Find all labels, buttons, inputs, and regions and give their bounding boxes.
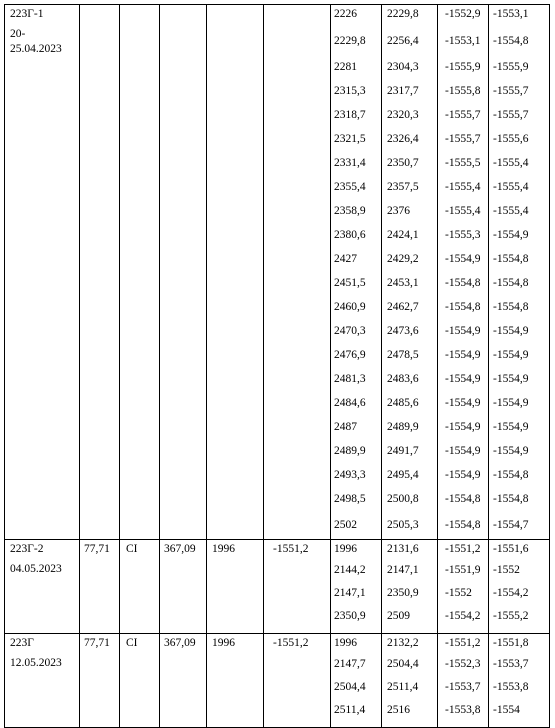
measure-value: 2429,2 (387, 252, 419, 265)
measure-value: -1555,5 (445, 156, 481, 169)
measure-value: 2484,6 (334, 396, 366, 409)
measure-value: -1551,8 (493, 636, 529, 649)
measure-value: -1554,9 (493, 348, 529, 361)
measure-value: -1555,7 (493, 84, 529, 97)
measure-column (331, 633, 382, 727)
measure-value: 2226 (334, 8, 357, 20)
param-cell (264, 5, 331, 540)
param-value: 77,71 (84, 542, 110, 555)
measure-value: -1555,9 (445, 60, 481, 73)
measure-value: -1552,9 (445, 8, 481, 20)
measure-value: 2281 (334, 60, 357, 73)
measure-value: -1554,9 (445, 396, 481, 409)
measure-column (438, 5, 489, 540)
measure-value: -1554,9 (445, 324, 481, 337)
measure-value: 2147,1 (387, 563, 419, 576)
measure-value: 2315,3 (334, 84, 366, 97)
measure-value: -1554,7 (493, 518, 529, 531)
measure-value: -1554,2 (445, 609, 481, 622)
param-cell (120, 633, 160, 727)
measure-value: 2321,5 (334, 132, 366, 145)
measure-value: -1551,2 (445, 636, 481, 649)
measure-value: 2256,4 (387, 35, 419, 47)
param-value: CI (126, 542, 138, 555)
measure-column (331, 5, 382, 540)
measure-value: -1554,2 (493, 586, 529, 599)
param-value: -1551,2 (273, 636, 309, 649)
param-value: -1551,2 (273, 542, 309, 555)
param-value: 1996 (212, 542, 235, 555)
measure-value: -1552 (493, 563, 520, 576)
measure-value: 2131,6 (387, 542, 419, 555)
measure-value: -1554,9 (445, 348, 481, 361)
measure-value: 2509 (387, 609, 410, 622)
measure-value: -1554,9 (445, 444, 481, 457)
measure-column (438, 539, 489, 633)
measure-value: 2358,9 (334, 204, 366, 217)
measure-value: 2504,4 (387, 657, 419, 670)
measure-value: -1551,9 (445, 563, 481, 576)
measure-value: -1555,7 (445, 132, 481, 145)
measure-value: -1554,8 (445, 276, 481, 289)
measure-value: 2491,7 (387, 444, 419, 457)
measure-value: -1554,8 (493, 252, 529, 265)
measure-value: 2487 (334, 420, 357, 433)
measure-value: -1554 (493, 703, 520, 716)
measure-value: -1554,8 (493, 276, 529, 289)
measure-value: 2493,3 (334, 468, 366, 481)
measure-value: 2424,1 (387, 228, 419, 241)
measure-value: 2489,9 (387, 420, 419, 433)
measure-column (438, 633, 489, 727)
well-name: 223Г (10, 636, 34, 649)
measure-value: -1554,8 (493, 300, 529, 313)
param-cell (80, 5, 120, 540)
param-value (80, 5, 119, 7)
measure-value: 2476,9 (334, 348, 366, 361)
measure-value: 2481,3 (334, 372, 366, 385)
param-value (160, 5, 206, 7)
measure-value: -1554,8 (445, 492, 481, 505)
measure-value: 2355,4 (334, 180, 366, 193)
measure-value: 2229,8 (387, 8, 419, 20)
measure-value: -1553,8 (445, 703, 481, 716)
measure-value: 2500,8 (387, 492, 419, 505)
measure-column (382, 633, 438, 727)
measure-value: 2462,7 (387, 300, 419, 313)
measure-value: 2380,6 (334, 228, 366, 241)
measure-value: -1551,2 (445, 542, 481, 555)
well-cell (5, 539, 80, 633)
measure-value: -1553,1 (445, 35, 481, 47)
measure-value: 2489,9 (334, 444, 366, 457)
measure-value: -1554,9 (493, 324, 529, 337)
measure-value: 1996 (334, 542, 357, 555)
measure-value: -1555,9 (493, 60, 529, 73)
measure-column (331, 539, 382, 633)
param-cell (207, 539, 264, 633)
measure-value: 2320,3 (387, 108, 419, 121)
measure-value: 2427 (334, 252, 357, 265)
measure-value: 2485,6 (387, 396, 419, 409)
measure-column (382, 539, 438, 633)
param-value: 367,09 (164, 542, 196, 555)
measure-value: 2511,4 (387, 680, 419, 693)
measure-value: -1554,9 (493, 372, 529, 385)
measure-value: 2504,4 (334, 680, 366, 693)
well-name: 223Г-2 (10, 542, 44, 555)
param-cell (160, 5, 207, 540)
measure-value: 2483,6 (387, 372, 419, 385)
param-value (264, 5, 330, 7)
measure-value: 2357,5 (387, 180, 419, 193)
measure-value: 2317,7 (387, 84, 419, 97)
date-range: 12.05.2023 (10, 656, 62, 669)
param-cell (80, 633, 120, 727)
measure-value: 2505,3 (387, 518, 419, 531)
table-body (5, 5, 550, 728)
well-cell (5, 633, 80, 727)
measure-column (489, 539, 550, 633)
measure-value: 2318,7 (334, 108, 366, 121)
measure-value: 2144,2 (334, 563, 366, 576)
measure-value: 2495,4 (387, 468, 419, 481)
measure-value: 2451,5 (334, 276, 366, 289)
table-row (5, 5, 550, 540)
date-range: 04.05.2023 (10, 562, 62, 575)
measure-value: 2453,1 (387, 276, 419, 289)
measure-value: 2350,7 (387, 156, 419, 169)
measure-value: -1555,2 (493, 609, 529, 622)
measure-value: -1554,8 (493, 35, 529, 47)
measure-column (489, 633, 550, 727)
measure-value: -1554,9 (445, 252, 481, 265)
measure-value: -1554,9 (493, 420, 529, 433)
measure-value: 1996 (334, 636, 357, 649)
measure-column (382, 5, 438, 540)
measure-value: 2304,3 (387, 60, 419, 73)
measure-value: -1554,9 (493, 396, 529, 409)
measure-value: -1555,4 (445, 204, 481, 217)
measure-value: 2350,9 (334, 609, 366, 622)
measure-value: -1554,8 (445, 300, 481, 313)
measure-value: -1554,9 (445, 420, 481, 433)
measure-value: -1554,9 (493, 228, 529, 241)
measure-value: 2473,6 (387, 324, 419, 337)
param-cell (80, 539, 120, 633)
param-value: 1996 (212, 636, 235, 649)
measure-value: 2502 (334, 518, 357, 531)
measure-value: -1555,7 (493, 108, 529, 121)
param-cell (160, 539, 207, 633)
measure-value: -1553,7 (445, 680, 481, 693)
table-row (5, 633, 550, 727)
param-value: 77,71 (84, 636, 110, 649)
well-cell (5, 5, 80, 540)
param-cell (120, 5, 160, 540)
measure-value: 2326,4 (387, 132, 419, 145)
param-value (207, 5, 263, 7)
measure-value: -1554,9 (445, 372, 481, 385)
measure-value: 2350,9 (387, 586, 419, 599)
measure-value: 2498,5 (334, 492, 366, 505)
measure-value: -1553,1 (493, 8, 529, 20)
param-cell (264, 633, 331, 727)
measure-value: -1554,9 (493, 444, 529, 457)
measure-value: 2478,5 (387, 348, 419, 361)
date-range: 20- 25.04.2023 (10, 28, 62, 55)
measure-value: -1555,7 (445, 108, 481, 121)
measure-value: -1555,4 (493, 204, 529, 217)
param-value: 367,09 (164, 636, 196, 649)
measure-value: 2511,4 (334, 703, 366, 716)
measure-value: -1555,8 (445, 84, 481, 97)
measure-value: -1555,4 (493, 180, 529, 193)
measure-value: -1554,9 (445, 468, 481, 481)
measure-value: -1555,4 (493, 156, 529, 169)
measure-value: 2147,7 (334, 657, 366, 670)
param-cell (160, 633, 207, 727)
param-value: CI (126, 636, 138, 649)
well-name: 223Г-1 (10, 8, 44, 20)
param-value (120, 5, 159, 7)
measure-value: -1552 (445, 586, 472, 599)
measure-value: -1555,4 (445, 180, 481, 193)
measure-value: 2331,4 (334, 156, 366, 169)
measure-value: -1551,6 (493, 542, 529, 555)
param-cell (120, 539, 160, 633)
param-cell (264, 539, 331, 633)
measure-value: 2147,1 (334, 586, 366, 599)
measure-value: -1555,6 (493, 132, 529, 145)
measure-value: -1554,8 (493, 468, 529, 481)
param-cell (207, 633, 264, 727)
data-table (4, 4, 550, 728)
measure-value: 2460,9 (334, 300, 366, 313)
measure-value: -1554,8 (493, 492, 529, 505)
measure-value: -1553,8 (493, 680, 529, 693)
measure-value: 2516 (387, 703, 410, 716)
measure-column (489, 5, 550, 540)
measure-value: 2470,3 (334, 324, 366, 337)
measure-value: -1553,7 (493, 657, 529, 670)
param-cell (207, 5, 264, 540)
measure-value: -1552,3 (445, 657, 481, 670)
measure-value: 2132,2 (387, 636, 419, 649)
measure-value: 2376 (387, 204, 410, 217)
measure-value: -1554,8 (445, 518, 481, 531)
measure-value: 2229,8 (334, 35, 366, 47)
measure-value: -1555,3 (445, 228, 481, 241)
table-row (5, 539, 550, 633)
